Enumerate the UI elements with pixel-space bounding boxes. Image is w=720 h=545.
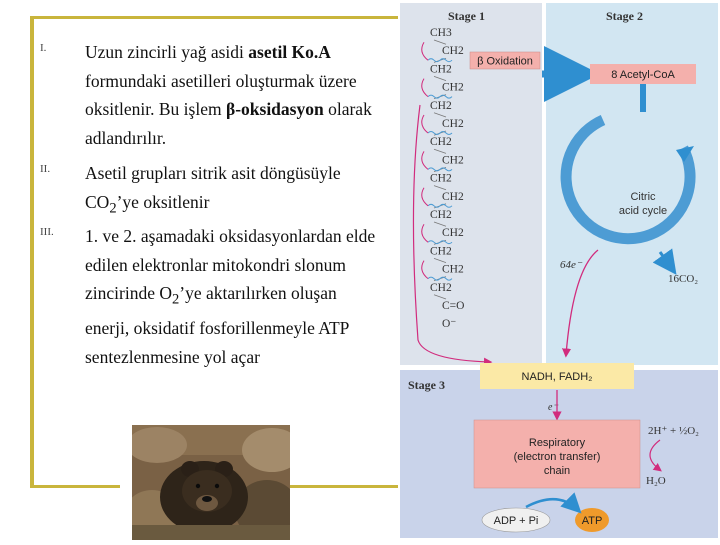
bear-photo bbox=[132, 425, 290, 540]
chain-atom-5: CH2 bbox=[442, 118, 464, 130]
stage1-label: Stage 1 bbox=[448, 9, 485, 23]
item-number: III. bbox=[40, 226, 54, 238]
water-label: H₂O bbox=[646, 475, 666, 487]
stage3-label: Stage 3 bbox=[408, 378, 445, 392]
citric-label-2: acid cycle bbox=[618, 205, 668, 217]
citric-label-1: Citric bbox=[630, 191, 656, 203]
chain-atom-0: CH3 bbox=[430, 27, 452, 39]
chain-atom-11: CH2 bbox=[442, 227, 464, 240]
e-minus-label: e⁻ bbox=[548, 402, 558, 413]
item-number: II. bbox=[40, 163, 51, 175]
item-text: 1. ve 2. aşamadaki oksidasyonlardan elde edilen elektronlar mitokondri slonum zincirinde $O_2’ye$ aktarılırken oluşan enerji, oksidatif fosforillenmeyle ATP sentezlenmesine yol açar bbox=[85, 226, 376, 367]
gold-bottom-rule-right bbox=[290, 485, 400, 488]
gold-top-rule bbox=[30, 16, 400, 19]
chain-atom-9: CH2 bbox=[442, 190, 464, 203]
chain-atom-6: CH2 bbox=[430, 136, 452, 149]
respiratory-label-1: Respiratory bbox=[528, 437, 586, 449]
electrons-label: 64e⁻ bbox=[560, 259, 582, 271]
chain-atom-14: CH2 bbox=[430, 281, 452, 294]
respiratory-label-2: (electron transfer) bbox=[513, 451, 601, 463]
gold-vertical-rule bbox=[30, 16, 34, 488]
nadh-label: NADH, FADH₂ bbox=[521, 371, 593, 383]
chain-atom-4: CH2 bbox=[430, 99, 452, 112]
fatty-acid-oxidation-diagram bbox=[398, 0, 720, 540]
chain-atom-3: CH2 bbox=[442, 81, 464, 94]
chain-atom-8: CH2 bbox=[430, 172, 452, 185]
respiratory-label-3: chain bbox=[543, 465, 571, 477]
acetyl-coa-label: 8 Acetyl-CoA bbox=[611, 69, 675, 81]
stage2-label: Stage 2 bbox=[606, 9, 643, 23]
adp-label: ADP + Pi bbox=[493, 515, 539, 527]
item-text: Uzun zincirli yağ asidi asetil Ko.A formundaki asetilleri oluşturmak üzere oksitlenir. Bu işlem β-oksidasyon olarak adlandırılır. bbox=[85, 42, 372, 148]
beta-oxidation-label: β Oxidation bbox=[477, 55, 533, 68]
chain-atom-10: CH2 bbox=[430, 209, 452, 221]
chain-atom-12: CH2 bbox=[430, 245, 452, 258]
chain-atom-2: CH2 bbox=[430, 63, 452, 76]
chain-carboxylate: O⁻ bbox=[442, 318, 457, 331]
atp-label: ATP bbox=[581, 515, 603, 527]
oxygen-label: 2H⁺ + ½O₂ bbox=[648, 425, 699, 437]
chain-atom-15: C=O bbox=[442, 300, 465, 312]
item-text: Asetil grupları sitrik asit döngüsüyle $CO_2’ye$ oksitlenir bbox=[85, 163, 341, 216]
chain-atom-7: CH2 bbox=[442, 154, 464, 167]
chain-atom-1: CH2 bbox=[442, 45, 464, 58]
item-number: I. bbox=[40, 42, 47, 54]
chain-atom-13: CH2 bbox=[442, 263, 464, 276]
co2-label: 16CO₂ bbox=[668, 273, 699, 285]
gold-bottom-rule-left bbox=[30, 485, 120, 488]
